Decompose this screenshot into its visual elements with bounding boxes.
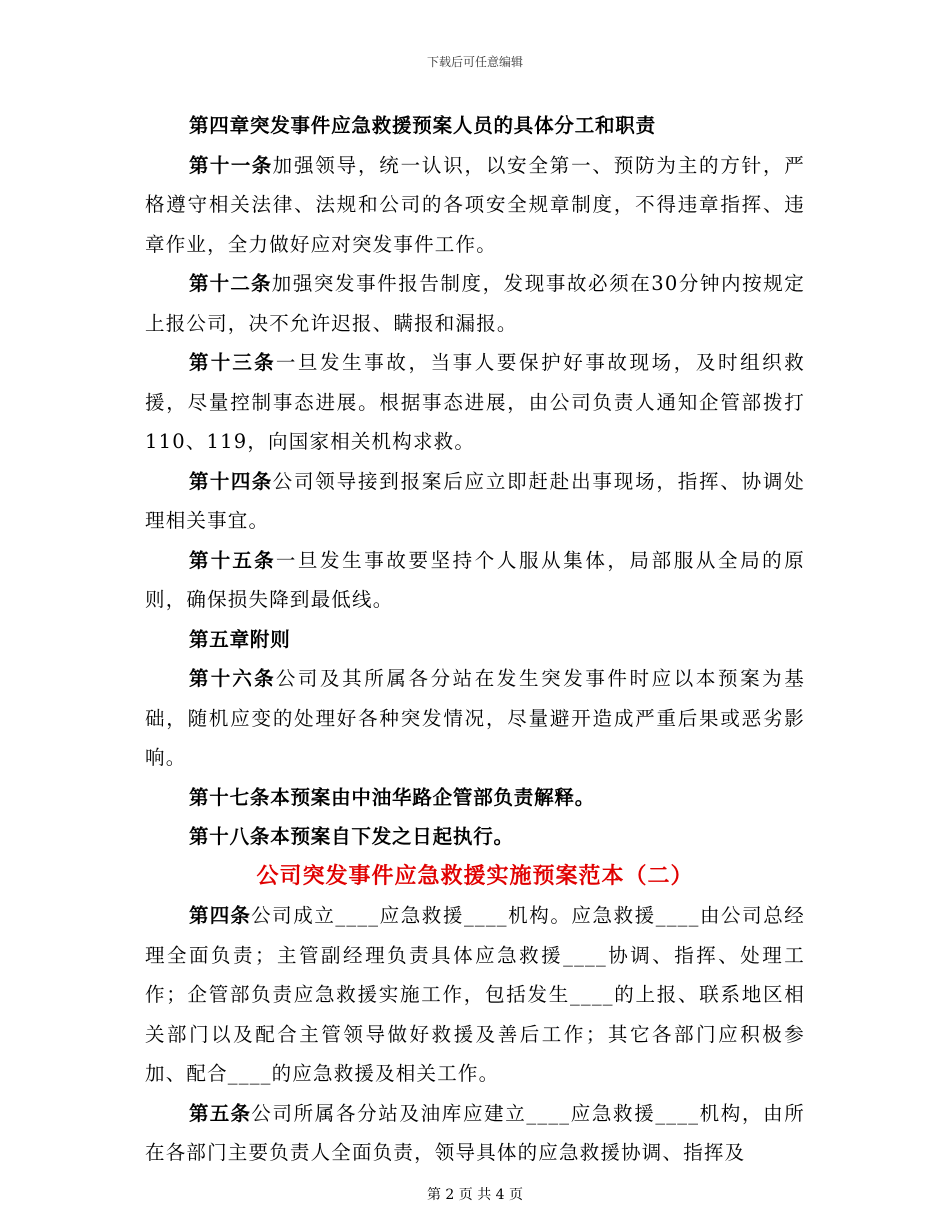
article-16-text: 公司及其所属各分站在发生突发事件时应以本预案为基础，随机应变的处理好各种突发情况，尽量避开造成严重后果或恶劣影响。 [145,667,805,769]
article-12-text: 加强突发事件报告制度，发现事故必须在30分钟内按规定上报公司，决不允许迟报、瞒报和漏报。 [145,272,806,335]
section-title: 公司突发事件应急救援实施预案范本（二） [256,863,694,889]
article-16-label: 第十六条 [189,667,276,690]
article-11-text: 加强领导，统一认识，以安全第一、预防为主的方针，严格遵守相关法律、法规和公司的各项安全规章制度，不得违章指挥、违章作业，全力做好应对突发事件工作。 [145,153,805,256]
article-16 [145,659,805,778]
article-4-label: 第四条 [189,904,252,927]
article-13-text: 一旦发生事故，当事人要保护好事故现场，及时组织救援，尽量控制事态进展。根据事态进展，由公司负责人通知企管部拨打110、119，向国家相关机构求救。 [145,351,805,453]
article-14-text: 公司领导接到报案后应立即赶赴出事现场，指挥、协调处理相关事宜。 [145,469,805,532]
article-11-label: 第十一条 [189,153,273,177]
article-13-label: 第十三条 [189,351,276,374]
page-number: 第 2 页 共 4 页 [426,1187,524,1203]
article-4-text: 公司成立____应急救援____机构。应急救援____由公司总经理全面负责；主管副经理负责具体应急救援____协调、指挥、处理工作；企管部负责应急救援实施工作，包括发生____的上报、联系地区相关部门以及配合主管领导做好救援及善后工作；其它各部门应积极参加、配合____的应急救援及相关工作。 [145,904,805,1085]
article-4 [145,896,805,1094]
article-17: 第十七条本预案由中油华路企管部负责解释。 [189,785,596,809]
chapter-5-heading: 第五章附则 [189,627,291,651]
article-15 [145,541,805,620]
article-18: 第十八条本预案自下发之日起执行。 [189,825,514,848]
article-5-label: 第五条 [189,1101,252,1125]
article-5-text: 公司所属各分站及油库应建立____应急救援____机构，由所在各部门主要负责人全面负责，领导具体的应急救援协调、指挥及 [145,1101,805,1164]
article-12 [145,264,805,343]
article-11 [145,146,805,265]
article-14-label: 第十四条 [189,469,273,493]
article-14 [145,462,805,541]
header-note: 下载后可任意编辑 [426,55,523,69]
document-body [145,106,805,1173]
article-15-label: 第十五条 [189,548,276,572]
article-13 [145,343,805,462]
article-5 [145,1094,805,1173]
chapter-4-heading: 第四章突发事件应急救援预案人员的具体分工和职责 [189,114,656,137]
article-12-label: 第十二条 [189,272,272,295]
article-15-text: 一旦发生事故要坚持个人服从集体，局部服从全局的原则，确保损失降到最低线。 [145,548,805,611]
